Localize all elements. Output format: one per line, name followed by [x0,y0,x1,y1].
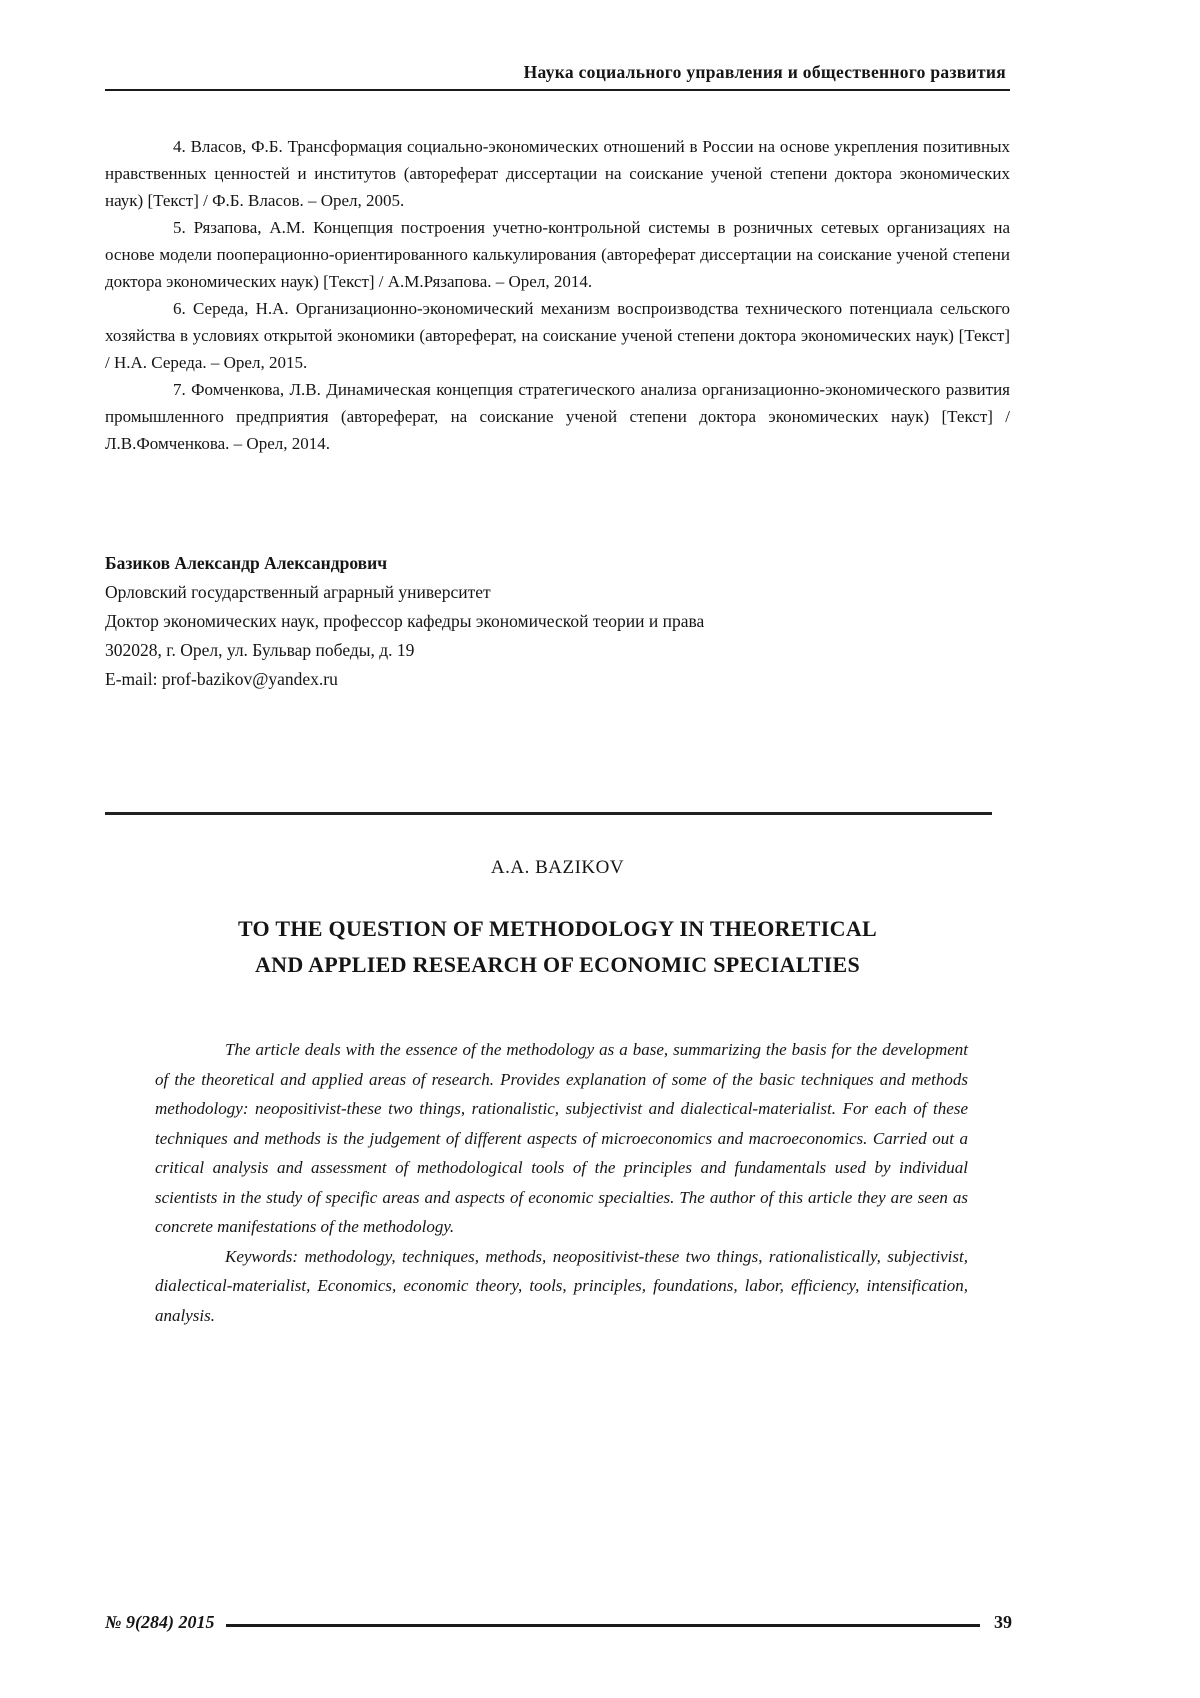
page-number: 39 [994,1612,1012,1632]
keywords-text: Keywords: methodology, techniques, methods, neopositivist-these two things, rationalistically, subjectivist, dialectical-materialist, Economics, economic theory, tools, principles, foundations, labor, efficiency, intensification, analysis. [155,1246,968,1325]
page-footer [105,1612,1012,1633]
author-affiliation: Орловский государственный аграрный университет [105,582,491,602]
running-head: Наука социального управления и общественного развития [105,62,1010,91]
author-block [105,549,1010,694]
english-author-name: A.A. BAZIKOV [490,857,625,878]
reference-item: 7. Фомченкова, Л.В. Динамическая концепция стратегического анализа организационно-экономического развития промышленного предприятия (автореферат, на соискание ученой степени доктора экономических наук) [Текст] / Л.В.Фомченкова. – Орел, 2014. [105,380,1010,453]
abstract-text: The article deals with the essence of the methodology as a base, summarizing the basis for the development of the theoretical and applied areas of research. Provides explanation of some of the basic techniques and methods methodology: neopositivist-these two things, rationalistic, subjectivist and dialectical-materialist. For each of these techniques and methods is the judgement of different aspects of microeconomics and macroeconomics. Carried out a critical analysis and assessment of methodological tools of the principles and fundamentals used by individual scientists in the study of specific areas and aspects of economic specialties. The author of this article they are seen as concrete manifestations of the methodology. [155,1040,968,1236]
page-content [105,62,1010,1330]
issue-label: № 9(284) 2015 [105,1612,215,1632]
author-email: E-mail: prof-bazikov@yandex.ru [105,669,338,689]
reference-item: 4. Власов, Ф.Б. Трансформация социально-экономических отношений в России на основе укрепления позитивных нравственных ценностей и институтов (автореферат диссертации на соискание ученой степени доктора экономических наук) [Текст] / Ф.Б. Власов. – Орел, 2005. [105,137,1010,210]
footer-rule [226,1624,980,1627]
reference-item: 6. Середа, Н.А. Организационно-экономический механизм воспроизводства технического потенциала сельского хозяйства в условиях открытой экономики (автореферат, на соискание ученой степени доктора экономических наук) [Текст] / Н.А. Середа. – Орел, 2015. [105,299,1010,372]
abstract-block [155,1035,968,1330]
section-divider [105,812,992,815]
article-title-line: TO THE QUESTION OF METHODOLOGY IN THEORETICAL [237,916,877,941]
article-title-line: AND APPLIED RESEARCH OF ECONOMIC SPECIALTIES [254,952,861,977]
reference-item: 5. Рязапова, А.М. Концепция построения учетно-контрольной системы в розничных сетевых организациях на основе модели пооперационно-ориентированного калькулирования (автореферат диссертации на соискание ученой степени доктора экономических наук) [Текст] / А.М.Рязапова. – Орел, 2014. [105,218,1010,291]
author-address: 302028, г. Орел, ул. Бульвар победы, д. 19 [105,640,415,660]
article-title [105,911,1010,983]
author-position: Доктор экономических наук, профессор кафедры экономической теории и права [105,611,705,631]
reference-list [105,133,1010,457]
author-name: Базиков Александр Александрович [105,553,388,573]
